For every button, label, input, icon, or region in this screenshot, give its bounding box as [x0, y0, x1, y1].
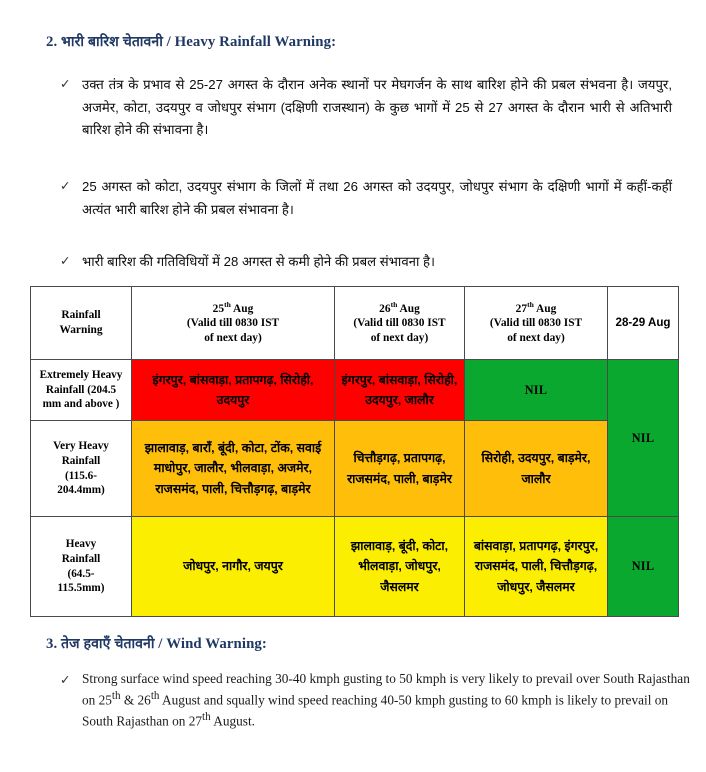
row-label-line-1: Extremely Heavy [39, 369, 123, 382]
row-label-extremely-heavy-rainfall [31, 360, 132, 421]
heading-text-hindi: भारी बारिश चेतावनी [61, 33, 163, 49]
header-26-aug [335, 287, 465, 360]
header-day-suffix: th [224, 299, 231, 309]
heading-text-english: Heavy Rainfall Warning: [174, 34, 337, 50]
wind-day-suffix-2: th [150, 689, 160, 702]
row-label-line-3: mm and above ) [42, 398, 120, 411]
header-date-line [136, 300, 330, 317]
header-28-29-aug: 28-29 Aug [608, 287, 679, 360]
cell-districts: चित्तौड़गढ़, प्रतापगढ़, राजसमंद, पाली, बाड़मेर [335, 421, 465, 517]
wind-text-part-2: & 26 [120, 692, 151, 708]
header-validity-line-1: (Valid till 0830 IST [489, 317, 583, 330]
checkmark-icon: ✓ [60, 179, 71, 193]
row-label-line-3: (64.5- [67, 567, 95, 580]
header-25-aug [132, 287, 335, 360]
bullet-item-rainfall-1 [60, 74, 672, 142]
heading-number: 2. [46, 34, 58, 50]
bullet-text: उक्त तंत्र के प्रभाव से 25-27 अगस्त के दौरान अनेक स्थानों पर मेघगर्जन के साथ बारिश होने की प्रबल संभवना है। जयपुर, अजमेर, कोटा, उदयपुर व जोधपुर संभाग (दक्षिणी राजस्थान) के कुछ भागों में 25 से 27 अगस्त के दौरान भारी से अतिभारी बारिश होने की संभावना है। [82, 77, 672, 138]
row-label-line-3: (115.6- [64, 469, 97, 482]
bullet-item-wind-1 [60, 670, 690, 731]
wind-day-suffix-1: th [111, 689, 121, 702]
header-day: 25 [212, 302, 225, 315]
table-row [31, 360, 679, 421]
wind-text-part-1: Strong surface wind speed reaching 30-40 kmph gusting to 50 kmph is very likely to prevail over South Rajasthan on 25 [82, 671, 690, 708]
checkmark-icon: ✓ [60, 77, 71, 91]
wind-text-part-4: August. [210, 713, 256, 729]
row-label-very-heavy-rainfall [31, 421, 132, 517]
header-date-line [339, 300, 460, 317]
header-day: 26 [379, 302, 391, 315]
header-month: Aug [397, 302, 420, 315]
cell-districts: सिरोही, उदयपुर, बाड़मेर, जालौर [465, 421, 608, 517]
bullet-item-rainfall-3 [60, 251, 672, 274]
cell-nil: NIL [465, 360, 608, 421]
heading-separator: / [166, 34, 171, 50]
header-day-suffix: th [527, 299, 534, 309]
row-label-line-1: Very Heavy [53, 440, 109, 453]
row-label-line-2: Rainfall [61, 552, 101, 565]
bullet-text [82, 670, 690, 731]
table-row [31, 517, 679, 617]
cell-districts: झालावाड़, बूंदी, कोटा, भीलवाड़ा, जोधपुर, जैसलमर [335, 517, 465, 617]
heading-wind-warning [46, 634, 267, 653]
row-label-heavy-rainfall [31, 517, 132, 617]
row-label-line-2: Rainfall [61, 454, 101, 467]
header-month: Aug [533, 302, 557, 315]
cell-districts: बांसवाड़ा, प्रतापगढ़, इंगरपुर, राजसमंद, पाली, चित्तौड़गढ़, जोधपुर, जैसलमर [465, 517, 608, 617]
header-validity-line-2: of next day) [507, 332, 565, 345]
bullet-text: 25 अगस्त को कोटा, उदयपुर संभाग के जिलों में तथा 26 अगस्त को उदयपुर, जोधपुर संभाग के दक्षिणी भागों में कहीं-कहीं अत्यंत भारी बारिश होने की प्रबल संभावना है। [82, 179, 672, 217]
header-validity-line-1: (Valid till 0830 IST [186, 317, 280, 330]
row-label-line-2: Rainfall (204.5 [45, 383, 117, 396]
header-validity-line-2: of next day) [370, 332, 429, 345]
cell-districts: जोधपुर, नागौर, जयपुर [132, 517, 335, 617]
header-validity-line-2: of next day) [204, 332, 262, 345]
checkmark-icon: ✓ [60, 254, 71, 268]
header-date-line [469, 300, 603, 317]
wind-text-part-3: August and squally wind speed reaching 40-50 kmph gusting to 60 kmph is likely to prevail on South Rajasthan on 27 [82, 692, 669, 729]
header-27-aug [465, 287, 608, 360]
heading-text-hindi: तेज हवाएँ चेतावनी [61, 635, 155, 651]
cell-nil: NIL [608, 517, 679, 617]
row-label-line-1: Heavy [65, 538, 97, 551]
heading-separator: / [158, 636, 163, 652]
header-validity-line-1: (Valid till 0830 IST [353, 317, 446, 330]
bullet-text: भारी बारिश की गतिविधियों में 28 अगस्त से कमी होने की प्रबल संभावना है। [82, 254, 436, 269]
header-day-suffix: th [390, 299, 398, 309]
header-line-1: Rainfall [61, 308, 101, 321]
heading-text-english: Wind Warning: [166, 636, 267, 652]
cell-districts: इंगरपुर, बांसवाड़ा, सिरोही, उदयपुर, जालौर [335, 360, 465, 421]
checkmark-icon: ✓ [60, 673, 71, 687]
header-rainfall-warning [31, 287, 132, 360]
header-month: Aug [230, 302, 254, 315]
cell-districts: इंगरपुर, बांसवाड़ा, प्रतापगढ़, सिरोही, उदयपुर [132, 360, 335, 421]
table-row [31, 421, 679, 517]
cell-nil: NIL [608, 360, 679, 517]
heading-heavy-rainfall-warning [46, 32, 336, 51]
heading-number: 3. [46, 636, 58, 652]
bullet-item-rainfall-2 [60, 176, 672, 221]
cell-districts: झालावाड़, बाराँ, बूंदी, कोटा, टोंक, सवाई माधोपुर, जालौर, भीलवाड़ा, अजमेर, राजसमंद, पाली, चित्तौड़गढ़, बाड़मेर [132, 421, 335, 517]
table-header-row [31, 287, 679, 360]
rainfall-warning-table [30, 286, 679, 617]
wind-day-suffix-3: th [202, 711, 211, 724]
row-label-line-4: 204.4mm) [57, 484, 105, 497]
header-day: 27 [515, 302, 528, 315]
row-label-line-4: 115.5mm) [57, 582, 105, 595]
header-line-2: Warning [59, 324, 103, 336]
